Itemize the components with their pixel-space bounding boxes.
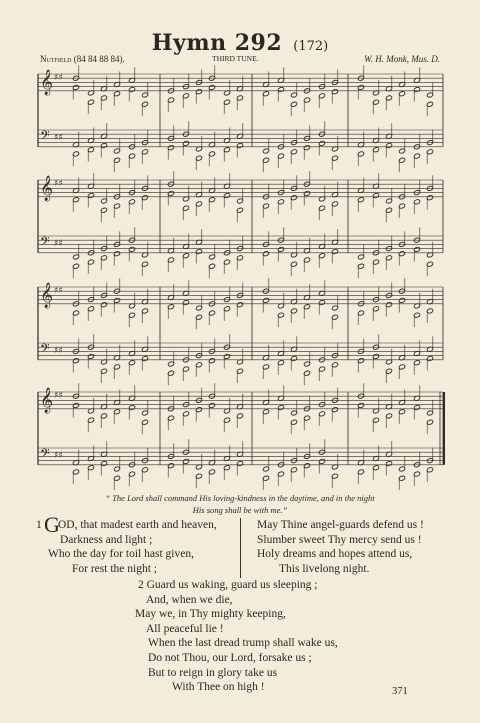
tune-name: Nutfield (84 84 88 84). <box>40 54 125 64</box>
note-head <box>167 145 174 151</box>
verse-2-line-2: And, when we die, <box>146 593 233 606</box>
note-head <box>128 471 135 477</box>
epigraph-line-2: His song shall be with me.” <box>192 505 288 515</box>
note-head <box>223 417 230 423</box>
note-head <box>398 91 405 97</box>
note-head <box>413 312 420 318</box>
note-head <box>318 140 325 146</box>
note-head <box>262 157 269 163</box>
note-head <box>277 405 284 411</box>
note-head <box>277 153 284 159</box>
note-head <box>236 413 243 419</box>
note-head <box>385 461 392 467</box>
note-head <box>303 304 310 310</box>
note-head <box>113 364 120 370</box>
note-head <box>290 149 297 155</box>
note-head <box>167 304 174 310</box>
note-head <box>385 143 392 149</box>
note-head <box>426 261 433 267</box>
note-head <box>223 465 230 471</box>
note-head <box>87 353 94 359</box>
epigraph <box>40 492 440 516</box>
note-head <box>398 157 405 163</box>
note-head <box>182 93 189 99</box>
note-head <box>303 361 310 367</box>
note-head <box>303 257 310 263</box>
note-head <box>195 249 202 255</box>
note-head <box>87 417 94 423</box>
note-head <box>100 143 107 149</box>
verse-1-line-3: Who the day for toil hast given, <box>48 548 194 561</box>
note-head <box>318 300 325 306</box>
note-head <box>262 297 269 303</box>
bass-clef-icon: 𝄢 <box>40 446 50 464</box>
treble-clef-icon: 𝄞 <box>40 176 54 201</box>
note-head <box>318 253 325 259</box>
verse-2-line-3: May we, in Thy mighty keeping, <box>135 608 286 621</box>
note-head <box>195 314 202 320</box>
note-head <box>262 364 269 370</box>
note-head <box>277 312 284 318</box>
note-head <box>426 149 433 155</box>
note-head <box>290 410 297 416</box>
note-head <box>262 251 269 257</box>
note-head <box>385 255 392 261</box>
note-head <box>426 410 433 416</box>
note-head <box>303 415 310 421</box>
note-head <box>372 193 379 199</box>
note-head <box>113 297 120 303</box>
note-head <box>87 147 94 153</box>
verse-number-1: 1 <box>36 519 42 531</box>
note-head <box>385 302 392 308</box>
note-head <box>277 360 284 366</box>
note-head <box>331 473 338 479</box>
note-head <box>195 89 202 95</box>
note-head <box>87 259 94 265</box>
note-head <box>413 360 420 366</box>
note-head <box>100 198 107 204</box>
note-head <box>167 463 174 469</box>
note-head <box>331 314 338 320</box>
note-head <box>223 353 230 359</box>
note-head <box>318 366 325 372</box>
note-head <box>290 261 297 267</box>
note-head <box>318 205 325 211</box>
note-head <box>195 473 202 479</box>
verse-2-line-5: When the last dread trump shall wake us, <box>148 637 338 650</box>
verse-divider <box>240 518 241 578</box>
note-head <box>113 91 120 97</box>
note-head <box>100 368 107 374</box>
note-head <box>413 199 420 205</box>
note-head <box>385 207 392 213</box>
note-head <box>128 246 135 252</box>
note-head <box>398 364 405 370</box>
note-head <box>398 203 405 209</box>
note-head <box>141 467 148 473</box>
note-head <box>223 147 230 153</box>
sharp-icon: ♯♯ <box>54 286 63 296</box>
note-head <box>72 358 79 364</box>
note-head <box>87 99 94 105</box>
note-head <box>372 417 379 423</box>
note-head <box>208 469 215 475</box>
note-head <box>290 356 297 362</box>
note-head <box>128 405 135 411</box>
verse-1-line-1: OD, that madest earth and heaven, <box>58 519 217 531</box>
hymn-alt-number: (172) <box>293 39 329 54</box>
note-head <box>303 145 310 151</box>
note-head <box>141 92 148 98</box>
note-head <box>262 148 269 154</box>
note-head <box>290 467 297 473</box>
note-head <box>100 302 107 308</box>
note-head <box>277 246 284 252</box>
note-head <box>72 263 79 269</box>
note-head <box>113 475 120 481</box>
note-head <box>290 92 297 98</box>
note-head <box>141 101 148 107</box>
note-head <box>426 101 433 107</box>
note-head <box>100 255 107 261</box>
note-head <box>385 368 392 374</box>
note-head <box>426 467 433 473</box>
note-head <box>72 402 79 408</box>
note-head <box>290 101 297 107</box>
note-head <box>195 201 202 207</box>
note-head <box>223 306 230 312</box>
note-head <box>262 91 269 97</box>
note-head <box>426 419 433 425</box>
note-head <box>113 251 120 257</box>
note-head <box>413 153 420 159</box>
note-head <box>141 149 148 155</box>
note-head <box>182 411 189 417</box>
note-head <box>72 197 79 203</box>
note-head <box>413 471 420 477</box>
note-head <box>223 259 230 265</box>
note-head <box>128 153 135 159</box>
note-head <box>303 370 310 376</box>
note-head <box>357 84 364 90</box>
note-head <box>195 362 202 368</box>
note-head <box>167 370 174 376</box>
note-head <box>182 205 189 211</box>
note-head <box>113 466 120 472</box>
note-head <box>303 190 310 196</box>
note-head <box>87 306 94 312</box>
note-head <box>331 407 338 413</box>
note-head <box>318 93 325 99</box>
note-head <box>128 312 135 318</box>
hymn-title: Hymn 292 <box>151 30 283 56</box>
note-head <box>100 461 107 467</box>
verse-2-line-7: But to reign in glory take us <box>148 666 278 679</box>
note-head <box>277 87 284 93</box>
note-head <box>195 155 202 161</box>
note-head <box>372 353 379 359</box>
note-head <box>331 362 338 368</box>
note-head <box>357 310 364 316</box>
verse-1c-line-3: Holy dreams and hopes attend us, <box>257 548 413 561</box>
note-head <box>208 84 215 90</box>
note-head <box>113 203 120 209</box>
note-head <box>372 306 379 312</box>
note-head <box>290 308 297 314</box>
sharp-icon: ♯♯ <box>54 451 63 461</box>
note-head <box>141 419 148 425</box>
verse-1c-line-2: Slumber sweet Thy mercy send us ! <box>257 533 422 546</box>
note-head <box>385 95 392 101</box>
note-head <box>357 197 364 203</box>
note-head <box>318 411 325 417</box>
note-head <box>413 246 420 252</box>
verse-2-line-8: With Thee on high ! <box>172 681 265 694</box>
bass-clef-icon: 𝄢 <box>40 234 50 252</box>
note-head <box>372 147 379 153</box>
note-head <box>236 461 243 467</box>
note-head <box>331 249 338 255</box>
note-head <box>331 305 338 311</box>
treble-clef-icon: 𝄞 <box>40 388 54 413</box>
note-head <box>262 203 269 209</box>
verse-2-line-4: All peaceful lie ! <box>146 622 224 635</box>
note-head <box>236 198 243 204</box>
note-head <box>87 193 94 199</box>
note-head <box>331 89 338 95</box>
verse-1-line-4: For rest the night ; <box>72 562 157 575</box>
note-head <box>398 466 405 472</box>
note-head <box>208 254 215 260</box>
note-head <box>72 151 79 157</box>
note-head <box>128 360 135 366</box>
sharp-icon: ♯♯ <box>54 239 63 249</box>
sharp-icon: ♯♯ <box>54 391 63 401</box>
note-head <box>372 259 379 265</box>
note-head <box>331 201 338 207</box>
note-head <box>277 199 284 205</box>
verse-1c-line-1: May Thine angel-guards defend us ! <box>257 519 424 531</box>
note-head <box>398 475 405 481</box>
note-head <box>372 99 379 105</box>
note-head <box>182 366 189 372</box>
sharp-icon: ♯♯ <box>54 179 63 189</box>
sharp-icon: ♯♯ <box>54 73 63 83</box>
note-head <box>72 84 79 90</box>
note-head <box>236 302 243 308</box>
note-head <box>208 263 215 269</box>
verse-1c-line-4: This livelong night. <box>279 562 370 575</box>
verse-2-line-6: Do not Thou, our Lord, forsake us ; <box>148 652 312 664</box>
note-head <box>72 254 79 260</box>
note-head <box>290 419 297 425</box>
note-head <box>236 95 243 101</box>
note-head <box>385 198 392 204</box>
note-head <box>141 195 148 201</box>
note-head <box>357 469 364 475</box>
note-head <box>318 458 325 464</box>
note-head <box>113 157 120 163</box>
note-head <box>223 193 230 199</box>
note-head <box>100 207 107 213</box>
note-head <box>236 143 243 149</box>
sharp-icon: ♯♯ <box>54 346 63 356</box>
note-head <box>385 413 392 419</box>
note-head <box>128 87 135 93</box>
note-head <box>357 263 364 269</box>
note-head <box>195 407 202 413</box>
treble-clef-icon: 𝄞 <box>40 70 54 95</box>
bass-clef-icon: 𝄢 <box>40 128 50 146</box>
note-head <box>236 368 243 374</box>
note-head <box>413 405 420 411</box>
note-head <box>195 305 202 311</box>
note-head <box>167 97 174 103</box>
note-head <box>208 358 215 364</box>
note-head <box>236 255 243 261</box>
note-head <box>72 469 79 475</box>
note-head <box>182 253 189 259</box>
note-head <box>182 300 189 306</box>
note-head <box>208 151 215 157</box>
note-head <box>413 87 420 93</box>
note-head <box>141 308 148 314</box>
note-head <box>100 413 107 419</box>
note-head <box>303 97 310 103</box>
note-head <box>113 409 120 415</box>
note-head <box>357 151 364 157</box>
treble-clef-icon: 𝄞 <box>40 283 54 308</box>
note-head <box>72 310 79 316</box>
page-number: 371 <box>392 686 408 697</box>
note-head <box>128 199 135 205</box>
note-head <box>277 471 284 477</box>
note-head <box>167 415 174 421</box>
note-head <box>262 475 269 481</box>
note-head <box>182 140 189 146</box>
note-head <box>262 466 269 472</box>
note-head <box>426 308 433 314</box>
note-head <box>167 361 174 367</box>
note-head <box>113 148 120 154</box>
note-head <box>141 261 148 267</box>
note-head <box>357 254 364 260</box>
note-head <box>100 95 107 101</box>
verse-dropcap: G <box>44 512 60 537</box>
note-head <box>167 190 174 196</box>
note-head <box>426 195 433 201</box>
note-head <box>87 465 94 471</box>
note-head <box>208 402 215 408</box>
sharp-icon: ♯♯ <box>54 133 63 143</box>
verse-2-line-1: 2 Guard us waking, guard us sleeping ; <box>138 579 318 591</box>
note-head <box>357 402 364 408</box>
epigraph-line-1: “ The Lord shall command His loving-kindness in the daytime, and in the night <box>105 493 375 503</box>
note-head <box>182 458 189 464</box>
note-head <box>331 155 338 161</box>
verse-1-line-2: Darkness and light ; <box>60 533 153 546</box>
note-head <box>426 356 433 362</box>
note-head <box>262 409 269 415</box>
tune-setting: THIRD TUNE. <box>212 54 259 63</box>
note-head <box>236 207 243 213</box>
note-head <box>290 195 297 201</box>
note-head <box>223 99 230 105</box>
composer: W. H. Monk, Mus. D. <box>364 54 440 64</box>
bass-clef-icon: 𝄢 <box>40 341 50 359</box>
note-head <box>398 409 405 415</box>
note-head <box>208 197 215 203</box>
note-head <box>208 310 215 316</box>
note-head <box>398 251 405 257</box>
note-head <box>167 257 174 263</box>
note-head <box>398 148 405 154</box>
note-head <box>303 463 310 469</box>
note-head <box>357 358 364 364</box>
note-head <box>426 92 433 98</box>
note-head <box>141 410 148 416</box>
note-head <box>372 465 379 471</box>
note-head <box>141 356 148 362</box>
note-head <box>398 297 405 303</box>
